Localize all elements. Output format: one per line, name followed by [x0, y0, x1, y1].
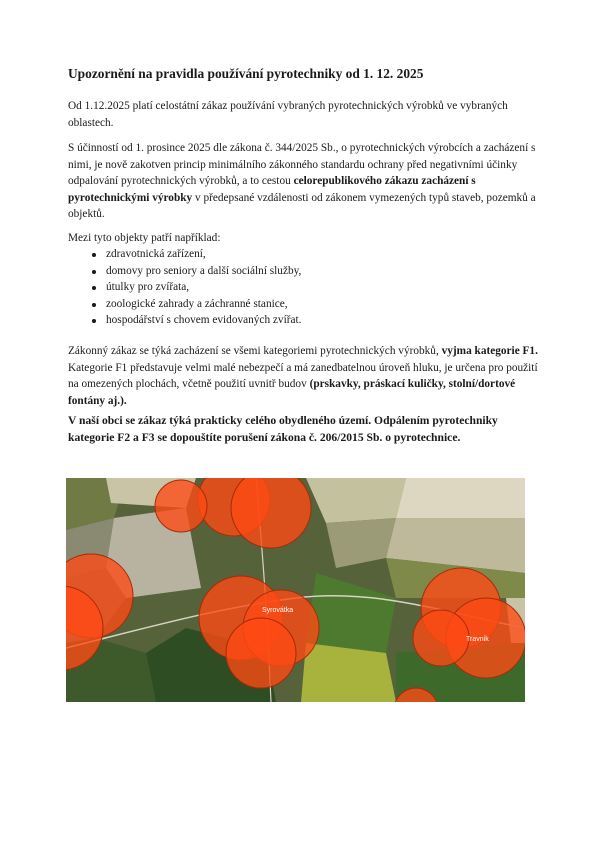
objects-list: [92, 246, 301, 329]
ban-zone: [413, 610, 469, 666]
intro-paragraph: Od 1.12.2025 platí celostátní zákaz používání vybraných pyrotechnických výrobků ve vybraných oblastech.: [68, 100, 508, 129]
law-text-2: v předepsané vzdálenosti od zákonem vymezených typů staveb, pozemků a objektů.: [68, 191, 536, 220]
law-bold-text: celorepublikového zákazu zacházení s pyrotechnickými výrobky: [68, 175, 476, 204]
field: [396, 478, 525, 518]
list-item: domovy pro seniory a další sociální služby,: [92, 263, 301, 280]
law-paragraph: [68, 140, 538, 223]
category-text-1: Zákonný zákaz se týká zacházení se všemi kategoriemi pyrotechnických výrobků,: [68, 345, 442, 357]
list-item: zoologické zahrady a záchranné stanice,: [92, 296, 301, 313]
ban-zone: [226, 618, 296, 688]
warning-paragraph: V naší obci se zákaz týká prakticky celého obydleného území. Odpálením pyrotechniky kategorie F2 a F3 se dopouštíte porušení zákona č. 206/2015 Sb. o pyrotechnice.: [68, 414, 498, 444]
page-title: Upozornění na pravidla používání pyrotechniky od 1. 12. 2025: [68, 66, 424, 81]
map-label-right: Travnik: [466, 636, 489, 643]
list-item: hospodářství s chovem evidovaných zvířat.: [92, 312, 301, 329]
ban-zone: [155, 480, 207, 532]
list-item: zdravotnická zařízení,: [92, 246, 301, 263]
law-text-1: S účinností od 1. prosince 2025 dle zákona č. 344/2025 Sb., o pyrotechnických výrobcích a zacházení s nimi, je nově zakotven princip minimálního zákonného standardu ochrany před negativními účinky odpalování pyrotechnických výrobků, a to cestou: [68, 142, 536, 187]
map-svg: [66, 478, 525, 702]
category-bold-2: (prskavky, práskací kuličky, stolní/dortové fontány aj.).: [68, 378, 516, 407]
map-label-center: Syrovátka: [262, 607, 294, 614]
list-item: útulky pro zvířata,: [92, 279, 301, 296]
category-text-2: Kategorie F1 představuje velmi malé nebezpečí a má zanedbatelnou úroveň hluku, je určena pro použití na omezených plochách, včetně použití uvnitř budov: [68, 361, 538, 390]
category-paragraph: [68, 343, 538, 409]
category-bold-1: vyjma kategorie F1.: [441, 345, 538, 357]
list-intro: Mezi tyto objekty patří například:: [68, 232, 221, 244]
ban-zone-map: [66, 478, 525, 702]
